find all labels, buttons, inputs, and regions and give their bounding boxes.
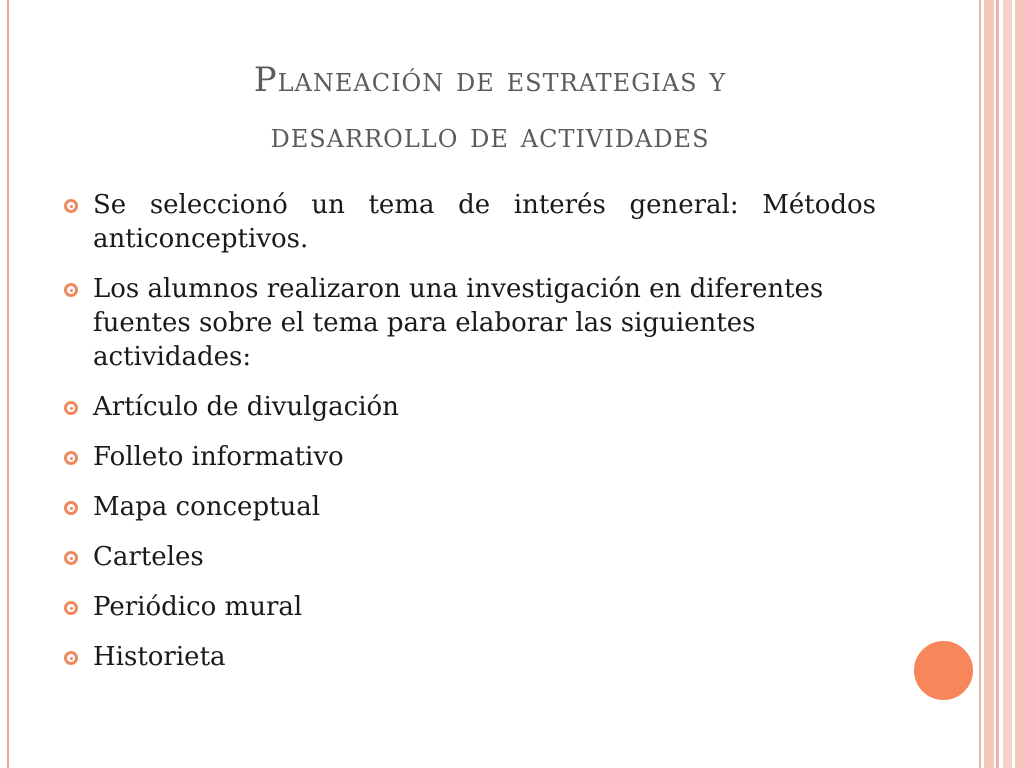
ring-bullet-icon [64, 451, 78, 465]
right-stripe [996, 0, 999, 768]
ring-bullet-icon [64, 551, 78, 565]
decorative-circle [912, 639, 975, 702]
bullet-item [64, 390, 876, 424]
bullet-text: Mapa conceptual [93, 492, 321, 522]
bullet-item [64, 272, 876, 374]
bullet-text: Folleto informativo [93, 442, 344, 472]
bullet-text: Carteles [93, 542, 204, 572]
ring-bullet-icon [64, 601, 78, 615]
ring-bullet-icon [64, 501, 78, 515]
left-border-line [7, 0, 9, 768]
slide-title [60, 52, 920, 164]
title-line-2: desarrollo de actividades [270, 116, 710, 156]
bullet-item [64, 440, 876, 474]
bullet-item [64, 188, 876, 256]
ring-bullet-icon [64, 401, 78, 415]
ring-bullet-icon [64, 283, 78, 297]
right-stripe [979, 0, 981, 768]
right-stripe [984, 0, 994, 768]
ring-bullet-icon [64, 651, 78, 665]
ring-bullet-icon [64, 199, 78, 213]
title-line-1: Planeación de estrategias y [253, 60, 727, 100]
bullet-text: Periódico mural [93, 592, 303, 622]
bullet-text: Se seleccionó un tema de interés general: Métodos anticonceptivos. [93, 190, 876, 254]
bullet-text: Historieta [93, 642, 226, 672]
right-stripe [1015, 0, 1024, 768]
bullet-text: Los alumnos realizaron una investigación en diferentes fuentes sobre el tema para elaborar las siguientes actividades: [93, 274, 824, 372]
bullet-text: Artículo de divulgación [93, 392, 399, 422]
bullet-item [64, 490, 876, 524]
right-stripe [1003, 0, 1012, 768]
bullet-list [64, 188, 876, 690]
bullet-item [64, 640, 876, 674]
bullet-item [64, 540, 876, 574]
bullet-item [64, 590, 876, 624]
